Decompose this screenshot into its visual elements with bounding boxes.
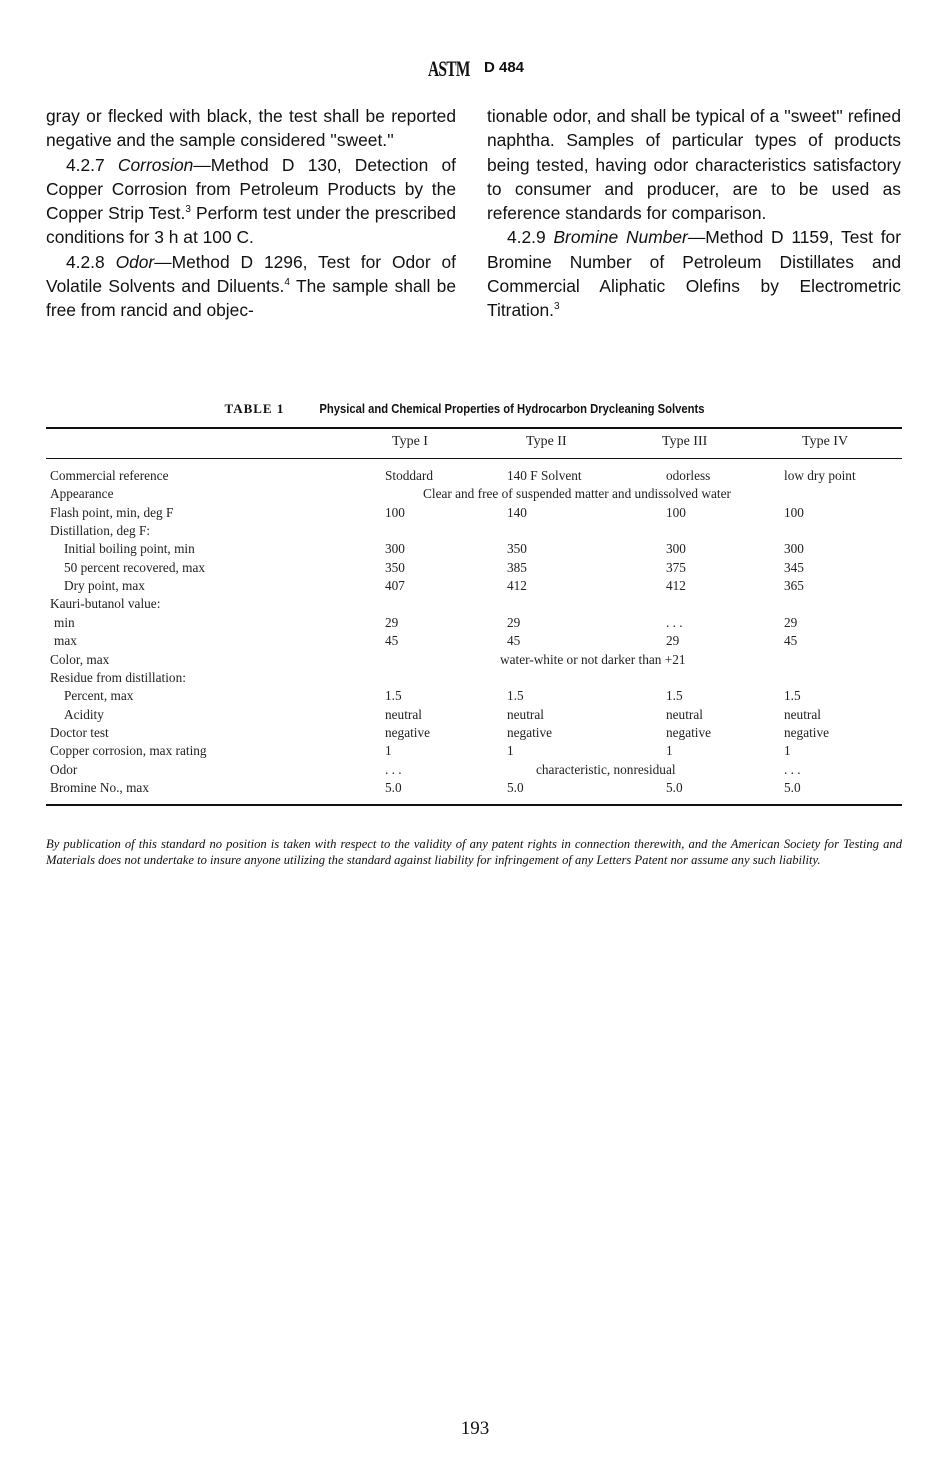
table-cell: 45 bbox=[507, 633, 521, 649]
table-row bbox=[46, 560, 902, 578]
table-cell: 45 bbox=[784, 633, 798, 649]
row-label: min bbox=[54, 614, 75, 630]
footnote-ref: 4 bbox=[284, 277, 290, 289]
table-cell: . . . bbox=[784, 761, 801, 777]
table-cell: low dry point bbox=[784, 468, 856, 483]
table-cell: 5.0 bbox=[784, 779, 801, 795]
table-cell: 365 bbox=[784, 578, 804, 594]
row-label: Color, max bbox=[50, 651, 110, 667]
table-cell: 407 bbox=[385, 578, 405, 594]
section-number: 4.2.8 bbox=[66, 251, 116, 272]
table-row bbox=[46, 615, 902, 633]
table-row bbox=[46, 743, 902, 761]
table-cell: neutral bbox=[666, 706, 703, 722]
paragraph-bromine bbox=[487, 225, 901, 322]
section-text: —Method D 130, Detection of Copper Corrosion from Petroleum Products by the Copper Strip Test. bbox=[46, 154, 457, 224]
row-label: Appearance bbox=[50, 486, 114, 502]
column-header: Type III bbox=[662, 434, 708, 449]
table-cell: 100 bbox=[666, 504, 686, 520]
table-row bbox=[46, 633, 902, 651]
table-cell: 385 bbox=[507, 559, 527, 575]
table-title: Physical and Chemical Properties of Hydrocarbon Drycleaning Solvents bbox=[318, 402, 705, 416]
table-cell: neutral bbox=[385, 706, 422, 722]
footnote-ref: 3 bbox=[185, 204, 191, 216]
table-header bbox=[46, 434, 902, 456]
row-label: Residue from distillation: bbox=[50, 669, 186, 685]
table-cell: 5.0 bbox=[385, 779, 402, 795]
table-cell: 345 bbox=[784, 559, 804, 575]
row-label: Dry point, max bbox=[64, 578, 145, 594]
section-text: —Method D 1296, Test for Odor of Volatile Solvents and Diluents. bbox=[46, 251, 456, 297]
paragraph-odor bbox=[46, 250, 456, 323]
section-number: 4.2.9 bbox=[507, 227, 554, 248]
row-label: max bbox=[54, 633, 77, 649]
table-cell: 1 bbox=[507, 743, 514, 759]
row-label: Kauri-butanol value: bbox=[50, 596, 161, 612]
row-label: Initial boiling point, min bbox=[64, 541, 195, 557]
table-cell: 300 bbox=[666, 541, 686, 557]
row-label: Odor bbox=[50, 761, 78, 777]
table-cell: 140 bbox=[507, 504, 527, 520]
table-header-rule bbox=[46, 458, 902, 459]
astm-logo: ASTM bbox=[428, 56, 470, 81]
table-row bbox=[46, 652, 902, 670]
table-cell: 45 bbox=[385, 633, 399, 649]
right-column bbox=[487, 104, 901, 323]
row-label: 50 percent recovered, max bbox=[64, 559, 206, 575]
table-row bbox=[46, 523, 902, 541]
table-cell: 5.0 bbox=[666, 779, 683, 795]
table-cell: 100 bbox=[784, 504, 804, 520]
table-caption bbox=[0, 401, 950, 417]
paragraph-corrosion bbox=[46, 153, 456, 250]
table-cell: negative bbox=[666, 724, 712, 740]
table-cell: 1 bbox=[385, 743, 392, 759]
table-row bbox=[46, 468, 902, 486]
table-cell: 300 bbox=[385, 541, 405, 557]
table-row bbox=[46, 707, 902, 725]
table-row bbox=[46, 725, 902, 743]
table-cell: negative bbox=[385, 724, 431, 740]
table-cell: 1.5 bbox=[666, 688, 683, 704]
table-row bbox=[46, 762, 902, 780]
section-text-tail: Perform test under the prescribed conditions for 3 h at 100 C. bbox=[46, 203, 456, 248]
table-cell: 29 bbox=[385, 614, 399, 630]
table-cell: 1 bbox=[784, 743, 791, 759]
table-label: TABLE 1 bbox=[224, 401, 285, 416]
column-header: Type II bbox=[526, 434, 567, 449]
table-cell: 29 bbox=[666, 633, 680, 649]
spanning-cell: Clear and free of suspended matter and undissolved water bbox=[423, 486, 731, 502]
table-cell: negative bbox=[507, 724, 553, 740]
section-term: Corrosion bbox=[117, 154, 194, 175]
table-cell: . . . bbox=[385, 761, 402, 777]
table-row bbox=[46, 578, 902, 596]
table-cell: odorless bbox=[666, 468, 711, 483]
table-cell: 412 bbox=[666, 578, 686, 594]
spanning-cell: characteristic, nonresidual bbox=[536, 761, 676, 777]
row-label: Acidity bbox=[64, 706, 104, 722]
table-top-rule bbox=[46, 427, 902, 429]
column-header: Type IV bbox=[802, 434, 849, 449]
table-cell: 5.0 bbox=[507, 779, 524, 795]
table-cell: neutral bbox=[784, 706, 821, 722]
table-cell: 412 bbox=[507, 578, 527, 594]
table-cell: 1.5 bbox=[784, 688, 801, 704]
section-text: —Method D 1159, Test for Bromine Number of Petroleum Distillates and Commercial Aliphatic Olefins by Electrometric Titration. bbox=[487, 227, 901, 321]
table-row bbox=[46, 688, 902, 706]
table-row bbox=[46, 505, 902, 523]
table-row bbox=[46, 780, 902, 798]
table-cell: 1 bbox=[666, 743, 673, 759]
paragraph-continued: gray or flecked with black, the test shall be reported negative and the sample considered ''sweet.'' bbox=[46, 106, 456, 151]
footnote-ref: 3 bbox=[554, 301, 560, 313]
table-cell: 29 bbox=[784, 614, 798, 630]
table-cell: neutral bbox=[507, 706, 544, 722]
row-label: Flash point, min, deg F bbox=[50, 504, 174, 520]
table-row bbox=[46, 670, 902, 688]
table-cell: 1.5 bbox=[507, 688, 524, 704]
legal-footnote: By publication of this standard no position is taken with respect to the validity of any patent rights in connection therewith, and the American Society for Testing and Materials does not undertake to insure anyone utilizing the standard against liability for infringement of any Letters Patent nor assume any such liability. bbox=[46, 837, 902, 867]
section-number: 4.2.7 bbox=[66, 154, 118, 175]
table-cell: 1.5 bbox=[385, 688, 402, 704]
row-label: Percent, max bbox=[64, 688, 134, 704]
standard-number: D 484 bbox=[484, 59, 525, 76]
row-label: Bromine No., max bbox=[50, 779, 149, 795]
table-bottom-rule bbox=[46, 804, 902, 806]
row-label: Doctor test bbox=[50, 724, 109, 740]
table-cell: negative bbox=[784, 724, 830, 740]
table-row bbox=[46, 596, 902, 614]
table-cell: 350 bbox=[507, 541, 527, 557]
row-label: Commercial reference bbox=[50, 468, 169, 483]
table-cell: 375 bbox=[666, 559, 686, 575]
row-label: Distillation, deg F: bbox=[50, 523, 151, 539]
page-header bbox=[0, 56, 950, 86]
section-text-tail: The sample shall be free from rancid and objec- bbox=[46, 276, 457, 321]
row-label: Copper corrosion, max rating bbox=[50, 743, 207, 759]
paragraph-continued: tionable odor, and shall be typical of a ''sweet'' refined naphtha. Samples of particular types of products being tested, having odor characteristics satisfactory to consumer and producer, are to be used as reference standards for comparison. bbox=[487, 106, 901, 224]
column-header: Type I bbox=[392, 434, 428, 449]
table-cell: . . . bbox=[666, 614, 683, 630]
left-column bbox=[46, 104, 456, 323]
table-cell: Stoddard bbox=[385, 468, 434, 483]
table-row bbox=[46, 486, 902, 504]
table-cell: 100 bbox=[385, 504, 405, 520]
spanning-cell: water-white or not darker than +21 bbox=[500, 651, 686, 667]
page-number: 193 bbox=[460, 1418, 490, 1439]
section-term: Odor bbox=[115, 251, 155, 272]
table-row bbox=[46, 541, 902, 559]
table-cell: 29 bbox=[507, 614, 521, 630]
table-cell: 350 bbox=[385, 559, 405, 575]
table-cell: 300 bbox=[784, 541, 804, 557]
section-term: Bromine Number bbox=[553, 227, 688, 248]
table-cell: 140 F Solvent bbox=[507, 468, 582, 483]
